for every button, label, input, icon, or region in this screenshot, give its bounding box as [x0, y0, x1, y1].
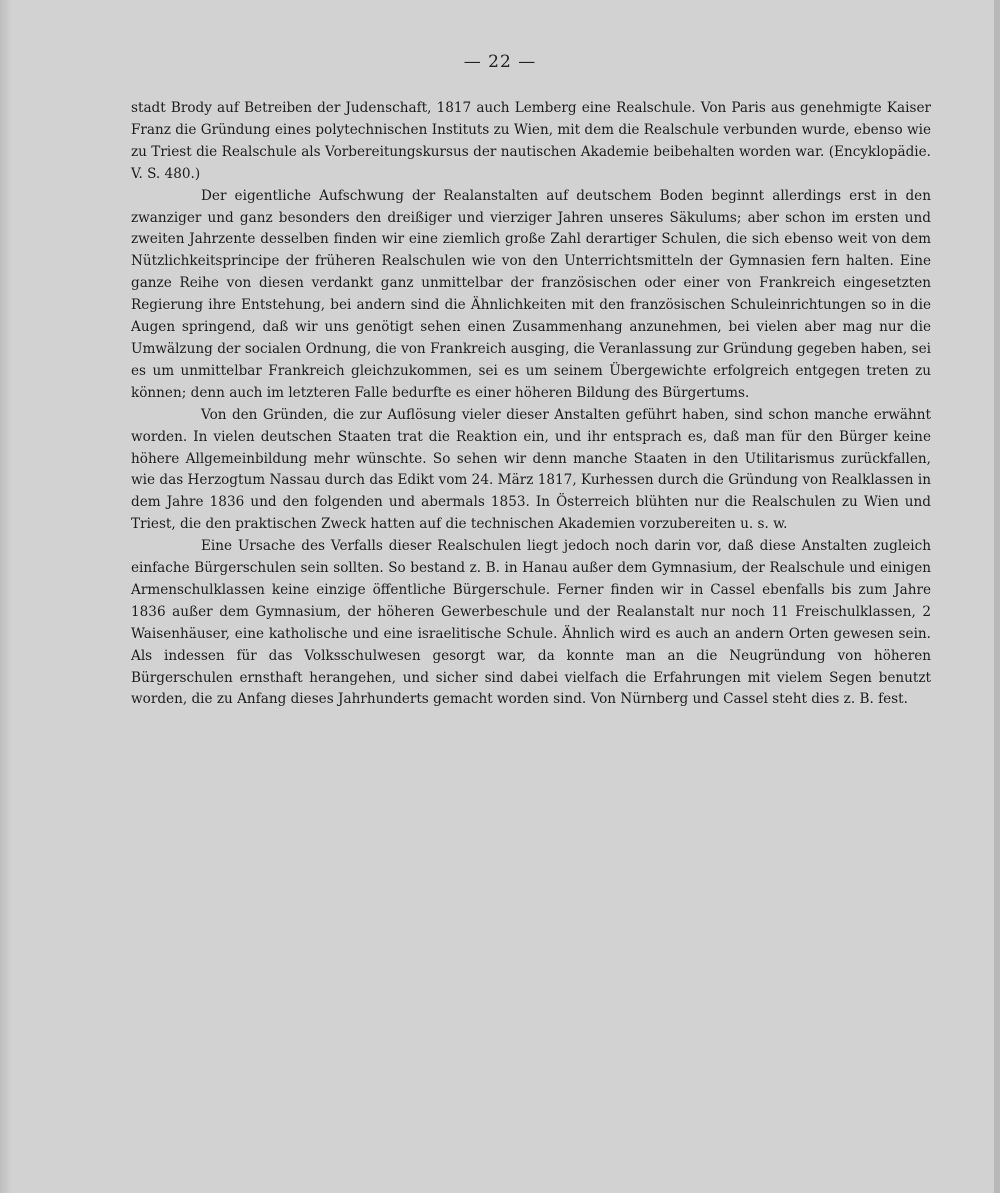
body-text [131, 98, 931, 711]
page-right-edge [994, 0, 1000, 1193]
paragraph: Eine Ursache des Verfalls dieser Realschulen liegt jedoch noch darin vor, daß diese Anstalten zugleich einfache Bürgerschulen sein sollten. So bestand z. B. in Hanau außer dem Gymnasium, der Realschule und einigen Armenschulklassen keine einzige öffentliche Bürgerschule. Ferner finden wir in Cassel ebenfalls bis zum Jahre 1836 außer dem Gymnasium, der höheren Gewerbeschule und der Realanstalt nur noch 11 Freischulklassen, 2 Waisenhäuser, eine katholische und eine israelitische Schule. Ähnlich wird es auch an andern Orten gewesen sein. Als indessen für das Volksschulwesen gesorgt war, da konnte man an die Neugründung von höheren Bürgerschulen ernsthaft herangehen, und sicher sind dabei vielfach die Erfahrungen mit vielem Segen benutzt worden, die zu Anfang dieses Jahrhunderts gemacht worden sind. Von Nürnberg und Cassel steht dies z. B. fest. [131, 538, 931, 708]
page-left-shadow [0, 0, 12, 1193]
paragraph: Von den Gründen, die zur Auflösung vieler dieser Anstalten geführt haben, sind schon manche erwähnt worden. In vielen deutschen Staaten trat die Reaktion ein, und ihr entsprach es, daß man für den Bürger keine höhere Allgemeinbildung mehr wünschte. So sehen wir denn manche Staaten in den Utilitarismus zurückfallen, wie das Herzogtum Nassau durch das Edikt vom 24. März 1817, Kurhessen durch die Gründung von Realklassen in dem Jahre 1836 und den folgenden und abermals 1853. In Österreich blühten nur die Realschulen zu Wien und Triest, die den praktischen Zweck hatten auf die technischen Akademien vorzubereiten u. s. w. [131, 406, 931, 533]
paragraph: stadt Brody auf Betreiben der Judenschaft, 1817 auch Lemberg eine Realschule. Von Paris aus genehmigte Kaiser Franz die Gründung eines polytechnischen Instituts zu Wien, mit dem die Realschule verbunden wurde, ebenso wie zu Triest die Realschule als Vorbereitungskursus der nautischen Akademie beibehalten worden war. (Encyklopädie. V. S. 480.) [131, 100, 931, 182]
page-number: — 22 — [463, 52, 537, 72]
paragraph: Der eigentliche Aufschwung der Realanstalten auf deutschem Boden beginnt allerdings erst in den zwanziger und ganz besonders den dreißiger und vierziger Jahren unseres Säkulums; aber schon im ersten und zweiten Jahrzente desselben finden wir eine ziemlich große Zahl derartiger Schulen, die sich ebenso weit von dem Nützlichkeitsprincipe der früheren Realschulen wie von den Unterrichtsmitteln der Gymnasien fern halten. Eine ganze Reihe von diesen verdankt ganz unmittelbar der französischen oder einer von Frankreich eingesetzten Regierung ihre Entstehung, bei andern sind die Ähnlichkeiten mit den französischen Schuleinrichtungen so in die Augen springend, daß wir uns genötigt sehen einen Zusammenhang anzunehmen, bei vielen aber mag nur die Umwälzung der socialen Ordnung, die von Frankreich ausging, die Veranlassung zur Gründung gegeben haben, sei es um unmittelbar Frankreich gleichzukommen, sei es um seinem Übergewichte erfolgreich entgegen treten zu können; denn auch im letzteren Falle bedurfte es einer höheren Bildung des Bürgertums. [131, 187, 931, 401]
